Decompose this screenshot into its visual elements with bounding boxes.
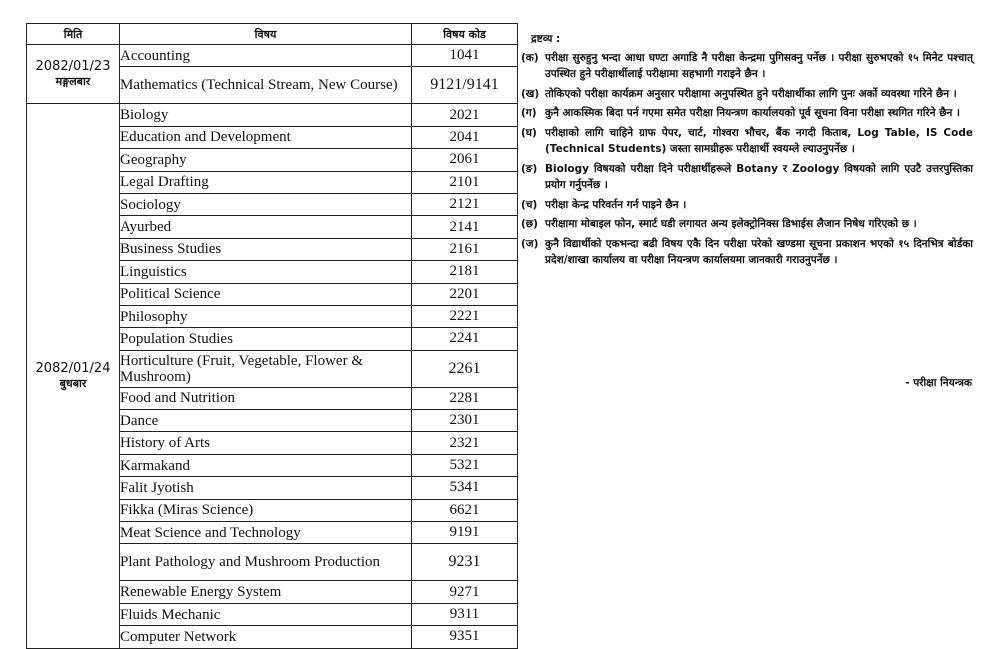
note-item	[521, 236, 973, 269]
subject-code: 2281	[412, 387, 518, 409]
note-marker: (च)	[521, 198, 538, 211]
note-marker: (ग)	[521, 107, 537, 119]
table-header-row	[27, 24, 518, 45]
subject-code: 6621	[412, 499, 518, 521]
note-text: कुनै विद्यार्थीको एकभन्दा बढी विषय एकै दिन परीक्षा परेको खण्डमा सूचना प्रकाशन भएको १५ दिनभित्र बोर्डका प्रदेश/शाखा कार्यालय वा परीक्षा नियन्त्रण कार्यालयमा जानकारी गराउनुपर्नेछ ।	[545, 237, 973, 266]
note-item	[521, 197, 973, 214]
note-text: परीक्षाको लागि चाहिने ग्राफ पेपर, चार्ट, गोश्वरा भौचर, बैंक नगदी किताब, Log Table, IS Code (Technical Students) जस्ता सामग्रीहरू परीक्षार्थी स्वयम्ले ल्याउनुपर्नेछ ।	[545, 126, 973, 155]
subject-name: Renewable Energy System	[120, 581, 412, 603]
subject-name: Business Studies	[120, 238, 412, 260]
subject-code: 2301	[412, 410, 518, 432]
subject-name: Ayurbed	[120, 216, 412, 238]
header-date: मिति	[27, 24, 120, 45]
subject-code: 5321	[412, 454, 518, 476]
subject-name: History of Arts	[120, 432, 412, 454]
note-marker: (ज)	[521, 237, 539, 250]
note-item	[521, 216, 973, 233]
subject-name: Education and Development	[120, 126, 412, 148]
note-text: तोकिएको परीक्षा कार्यक्रम अनुसार परीक्षामा अनुपस्थित हुने परीक्षार्थीका लागि पुनः अर्को व्यवस्था गरिने छैन ।	[545, 87, 957, 100]
subject-code: 9231	[412, 544, 518, 581]
date-cell	[27, 45, 120, 104]
subject-name: Computer Network	[120, 626, 412, 648]
subject-code: 2161	[412, 238, 518, 260]
subject-name: Food and Nutrition	[120, 387, 412, 409]
header-subject-code: विषय कोड	[412, 24, 518, 45]
exam-schedule-table	[26, 23, 518, 649]
subject-name: Dance	[120, 410, 412, 432]
subject-name: Meat Science and Technology	[120, 522, 412, 544]
exam-date: 2082/01/23	[35, 59, 111, 75]
table-row	[27, 45, 518, 67]
subject-code: 2021	[412, 104, 518, 126]
notes-panel	[521, 31, 973, 272]
subject-code: 9271	[412, 581, 518, 603]
subject-code: 2101	[412, 171, 518, 193]
subject-name: Accounting	[120, 45, 412, 67]
note-text: परीक्षा केन्द्र परिवर्तन गर्न पाइने छैन ।	[545, 198, 687, 211]
subject-code: 9191	[412, 522, 518, 544]
subject-name: Political Science	[120, 283, 412, 305]
notes-list	[521, 50, 973, 269]
note-text: कुनै आकस्मिक बिदा पर्न गएमा समेत परीक्षा नियन्त्रण कार्यालयको पूर्व सूचना विना परीक्षा स्थगित गरिने छैन ।	[545, 107, 961, 119]
header-subject: विषय	[120, 24, 412, 45]
exam-weekday: बुधबार	[59, 376, 87, 390]
note-marker: (क)	[521, 51, 539, 64]
subject-name: Legal Drafting	[120, 171, 412, 193]
subject-code: 2221	[412, 305, 518, 327]
subject-code: 9121/9141	[412, 67, 518, 104]
note-item	[521, 86, 973, 103]
subject-name: Karmakand	[120, 454, 412, 476]
subject-code: 2041	[412, 126, 518, 148]
subject-name: Plant Pathology and Mushroom Production	[120, 544, 412, 581]
note-text: परीक्षा सुरुहुनु भन्दा आधा घण्टा अगाडि नै परीक्षा केन्द्रमा पुगिसक्नु पर्नेछ । परीक्षा सुरुभएको १५ मिनेट पश्चात् उपस्थित हुने परीक्षार्थीलाई परीक्षामा सहभागी गराइने छैन ।	[545, 51, 973, 80]
note-marker: (छ)	[521, 218, 538, 230]
note-text: Biology विषयको परीक्षा दिने परीक्षार्थीहरूले Botany र Zoology विषयको लागि एउटै उत्तरपुस्तिका प्रयोग गर्नुपर्नेछ ।	[545, 162, 973, 191]
subject-code: 2121	[412, 193, 518, 215]
subject-name: Geography	[120, 149, 412, 171]
date-cell	[27, 104, 120, 648]
subject-code: 2141	[412, 216, 518, 238]
note-item	[521, 161, 973, 194]
note-marker: (घ)	[521, 126, 537, 139]
note-item	[521, 50, 973, 83]
subject-code: 2321	[412, 432, 518, 454]
subject-name: Linguistics	[120, 261, 412, 283]
subject-name: Population Studies	[120, 328, 412, 350]
exam-date: 2082/01/24	[35, 360, 111, 376]
subject-code: 2061	[412, 149, 518, 171]
subject-code: 2241	[412, 328, 518, 350]
note-marker: (ख)	[521, 87, 540, 100]
subject-name: Fikka (Miras Science)	[120, 499, 412, 521]
note-marker: (ङ)	[521, 162, 538, 175]
table-row	[27, 104, 518, 126]
exam-weekday: मङ्गलबार	[55, 75, 91, 89]
subject-code: 2201	[412, 283, 518, 305]
subject-code: 9351	[412, 626, 518, 648]
subject-code: 9311	[412, 603, 518, 625]
subject-code: 5341	[412, 477, 518, 499]
schedule-body	[27, 45, 518, 649]
subject-name: Falit Jyotish	[120, 477, 412, 499]
subject-name: Sociology	[120, 193, 412, 215]
note-text: परीक्षामा मोबाइल फोन, स्मार्ट घडी लगायत अन्य इलेक्ट्रोनिक्स डिभाईस लैजान निषेध गरिएको छ ।	[545, 218, 917, 230]
subject-name: Fluids Mechanic	[120, 603, 412, 625]
notes-title: द्रष्टव्य :	[531, 33, 561, 45]
note-item	[521, 125, 973, 158]
subject-code: 1041	[412, 45, 518, 67]
signature: - परीक्षा नियन्त्रक	[905, 377, 972, 389]
note-item	[521, 105, 973, 122]
subject-name: Mathematics (Technical Stream, New Course)	[120, 67, 412, 104]
subject-code: 2261	[412, 350, 518, 387]
subject-name: Biology	[120, 104, 412, 126]
subject-name: Philosophy	[120, 305, 412, 327]
subject-name: Horticulture (Fruit, Vegetable, Flower & Mushroom)	[120, 350, 412, 387]
subject-code: 2181	[412, 261, 518, 283]
